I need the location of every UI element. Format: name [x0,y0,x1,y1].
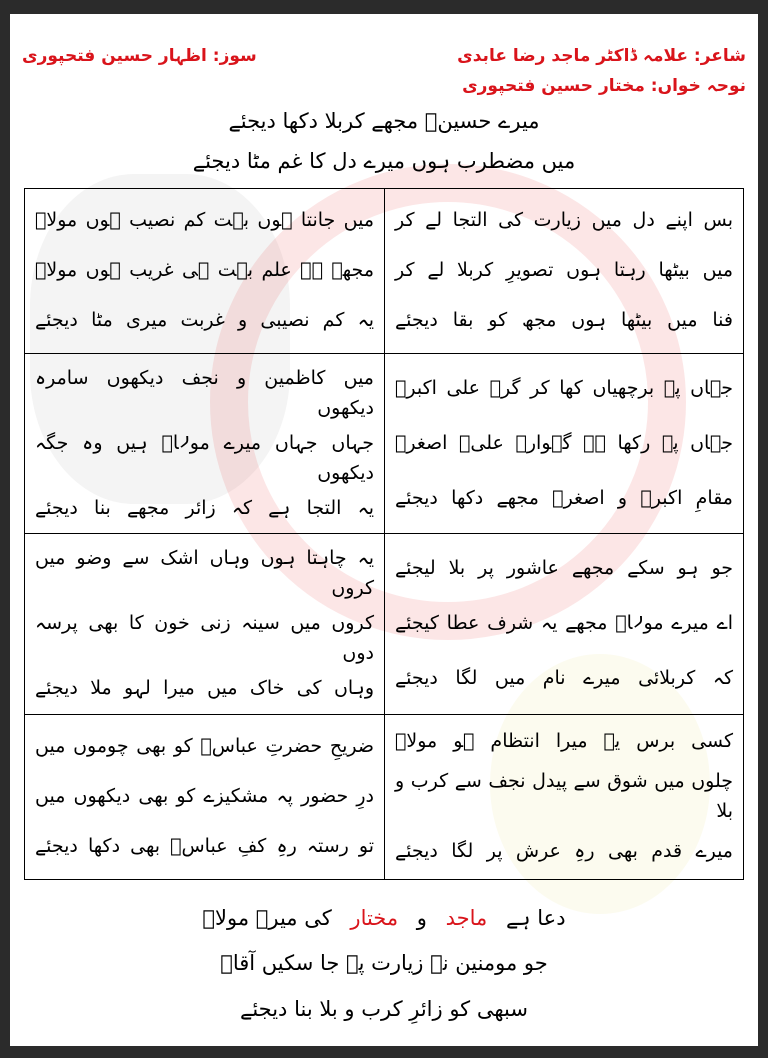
verse-line: جہاں پہ برچھیاں کھا کر گرے علی اکبرؑ [395,377,733,399]
verse-line: مجھے ہے علم بہت ہی غریب ہوں مولاؑ [35,259,374,282]
verse-line: تو رستہ رہِ کفِ عباسؑ بھی دکھا دیجئے [35,834,374,857]
stanza-left [25,534,384,713]
verse-line: اے میرے مولاؑ مجھے یہ شرف عطا کیجئے [395,612,733,635]
stanza-row [25,189,743,354]
stanza-left [25,354,384,533]
reciter-name-highlight: مختار [350,905,399,930]
stanza-right [384,354,743,533]
poet-credit: شاعر: علامہ ڈاکٹر ماجد رضا عابدی [457,46,746,66]
verse-line: میں کاظمین و نجف دیکھوں سامرہ دیکھوں [35,367,374,419]
lyrics-page [10,14,758,1046]
intro-line: میرے حسینؑ مجھے کربلا دکھا دیجئے [228,109,540,133]
intro-line: میں مضطرب ہوں میرے دل کا غم مٹا دیجئے [192,148,576,173]
closing-text: کی میرے مولاؑ [202,905,332,930]
closing-line [10,902,758,936]
soz-credit: سوز: اظہار حسین فتحپوری [22,46,257,66]
closing-line: جو مومنین نہ زیارت پہ جا سکیں آقاؑ [220,951,548,976]
stanza-row [25,354,743,534]
stanza-row [25,534,743,714]
verse-line: جو ہو سکے مجھے عاشور پر بلا لیجئے [395,557,733,580]
stanza-row [25,715,743,879]
closing-text: و [416,905,427,930]
verse-line: فنا میں بیٹھا ہوں مجھ کو بقا دیجئے [395,309,733,332]
verse-line: مقامِ اکبرؑ و اصغرؑ مجھے دکھا دیجئے [395,487,733,510]
verse-line: یہ چاہتا ہوں وہاں اشک سے وضو میں کروں [35,547,374,599]
verse-line: ضریحِ حضرتِ عباسؑ کو بھی چوموں میں [35,734,374,757]
verse-line: میں بیٹھا رہتا ہوں تصویرِ کربلا لے کر [395,259,733,282]
credits-header [10,44,758,99]
verse-line: یہ کم نصیبی و غربت میری مٹا دیجئے [35,309,374,332]
stanza-left [25,189,384,353]
verse-line: کروں میں سینہ زنی خون کا بھی پرسہ دوں [35,612,374,664]
verse-line: کہ کربلائی میرے نام میں لگا دیجئے [395,667,733,690]
verse-line: جہاں جہاں میرے مولاؑ ہیں وہ جگہ دیکھوں [35,432,374,484]
verse-line: بس اپنے دل میں زیارت کی التجا لے کر [395,209,733,232]
poet-name-highlight: ماجد [445,905,488,930]
verse-line: یہ التجا ہے کہ زائر مجھے بنا دیجئے [35,496,374,519]
stanza-right [384,534,743,713]
verse-line: میرے قدم بھی رہِ عرش پر لگا دیجئے [395,839,733,862]
verse-line: جہاں پہ رکھا ہے گہوارۂ علیؑ اصغرؑ [395,432,733,455]
stanza-table [24,188,744,879]
closing-line: سبھی کو زائرِ کرب و بلا بنا دیجئے [240,996,528,1021]
closing-text: دعا ہے [505,905,566,930]
verse-line: درِ حضور پہ مشکیزے کو بھی دیکھوں میں [35,784,374,807]
stanza-left [25,715,384,879]
verse-line: چلوں میں شوق سے پیدل نجف سے کرب و بلا [395,770,733,822]
stanza-right [384,189,743,353]
verse-line: کسی برس یہ میرا انتظام ہو مولاؑ [395,729,733,752]
reciter-credit: نوحہ خواں: مختار حسین فتحپوری [462,75,746,96]
page-content [10,44,758,1026]
verse-line: میں جانتا ہوں بہت کم نصیب ہوں مولاؑ [35,209,374,232]
verse-line: وہاں کی خاک میں میرا لہو ملا دیجئے [35,677,374,700]
stanza-right [384,715,743,879]
